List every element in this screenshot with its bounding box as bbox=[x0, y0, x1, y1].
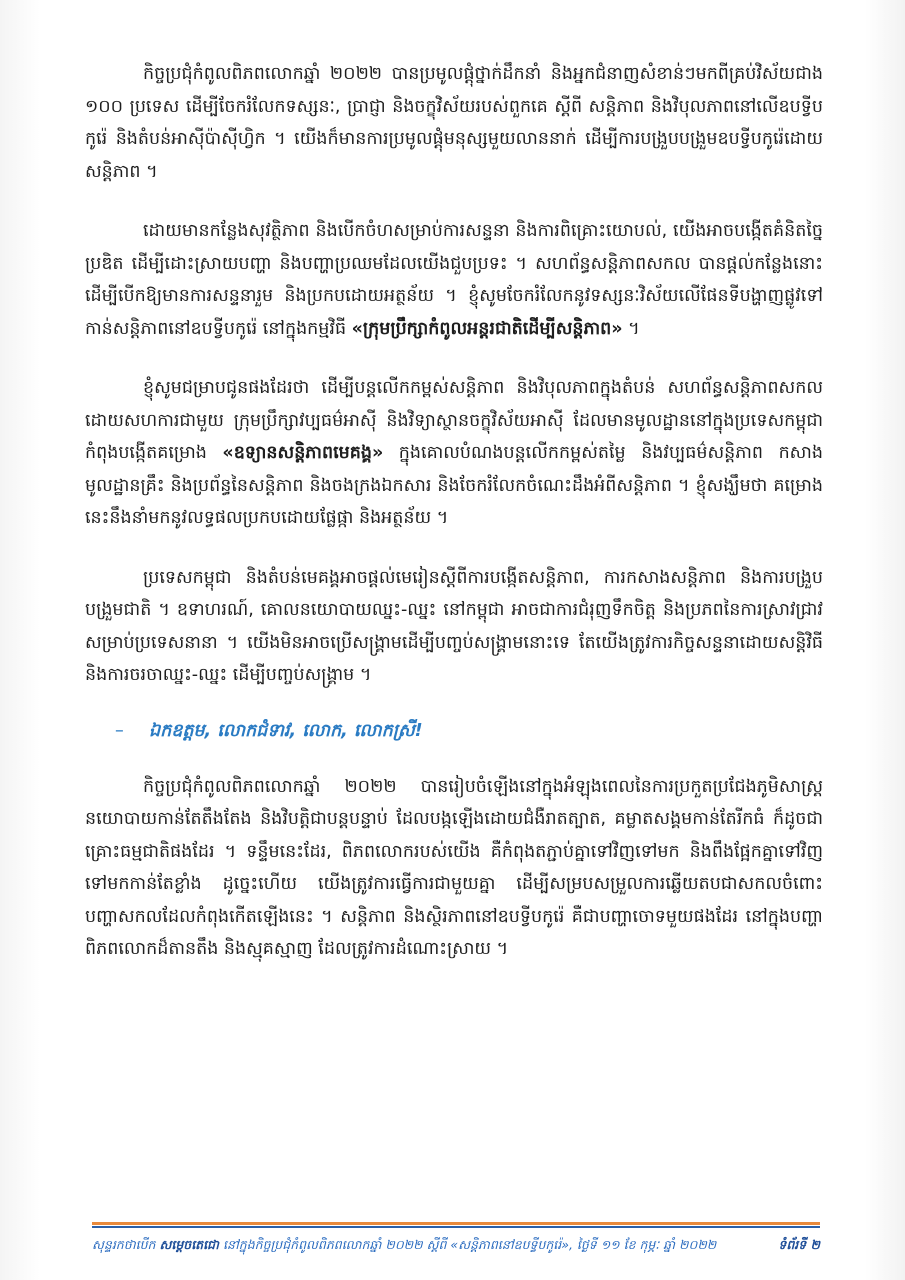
paragraph-text: ប្រទេសកម្ពុជា និងតំបន់មេគង្គអាចផ្តល់មេរៀនស្តីពីការបង្កើតសន្តិភាព, ការកសាងសន្តិភាព និងការបង្រួបបង្រួមជាតិ ។ ឧទាហរណ៍, គោលនយោបាយឈ្នះ-ឈ្នះ នៅកម្ពុជា អាចជាការជំរុញទឹកចិត្ត និងប្រភពនៃការស្រាវជ្រាវសម្រាប់ប្រទេសនានា ។ យើងមិនអាចប្រើសង្គ្រាមដើម្បីបញ្ចប់សង្គ្រាមនោះទេ តែយើងត្រូវការកិច្ចសន្ទនាដោយសន្តិវិធី និងការចរចាឈ្នះ-ឈ្នះ ដើម្បីបញ្ចប់សង្គ្រាម ។ bbox=[85, 567, 823, 685]
footer-rule-orange bbox=[92, 1222, 820, 1225]
salutation-text: ឯកឧត្តម, លោកជំទាវ, លោក, លោកស្រី! bbox=[149, 720, 423, 741]
paragraph-text: កិច្ចប្រជុំកំពូលពិភពលោកឆ្នាំ ២០២២ បានប្រមូលផ្តុំថ្នាក់ដឹកនាំ និងអ្នកជំនាញសំខាន់ៗមកពីគ្រប់វិស័យជាង ១០០ ប្រទេស ដើម្បីចែករំលែកទស្សនៈ, ប្រាជ្ញា និងចក្ខុវិស័យរបស់ពួកគេ ស្តីពី សន្តិភាព និងវិបុលភាពនៅលើឧបទ្វីបកូរ៉េ និងតំបន់អាស៊ីប៉ាស៊ីហ្វិក ។ យើងក៏មានការប្រមូលផ្តុំមនុស្សមួយលាននាក់ ដើម្បីការបង្រួបបង្រួមឧបទ្វីបកូរ៉េដោយសន្តិភាព ។ bbox=[85, 64, 823, 182]
document-body bbox=[85, 58, 823, 993]
footer-prefix: សុន្ទរកថាបើក bbox=[92, 1237, 160, 1252]
project-name-bold: «ឧទ្យានសន្តិភាពមេគង្គ» bbox=[222, 443, 384, 463]
footer-caption bbox=[92, 1234, 752, 1256]
page-number: ទំព័រទី ២ bbox=[778, 1237, 820, 1252]
footer-suffix: នៅក្នុងកិច្ចប្រជុំកំពូលពិភពលោកឆ្នាំ ២០២២ ស្តីពី «សន្តិភាពនៅឧបទ្វីបកូរ៉េ», ថ្ងៃទី ១១ ខែ កុម្ភៈ ឆ្នាំ ២០២២ bbox=[218, 1237, 717, 1252]
paragraph-text: កិច្ចប្រជុំកំពូលពិភពលោកឆ្នាំ ២០២២ បានរៀបចំឡើងនៅក្នុងអំឡុងពេលនៃការប្រកួតប្រជែងភូមិសាស្ត្រនយោបាយកាន់តែតឹងតែង និងវិបត្តិជាបន្តបន្ទាប់ ដែលបង្កឡើងដោយជំងឺរាតត្បាត, គម្លាតសង្គមកាន់តែរីកធំ ក៏ដូចជាគ្រោះធម្មជាតិផងដែរ ។ ទន្ទឹមនេះដែរ, ពិភពលោករបស់យើង គឺកំពុងតភ្ជាប់គ្នាទៅវិញទៅមក និងពឹងផ្អែកគ្នាទៅវិញទៅមកកាន់តែខ្លាំង ដូច្នេះហើយ យើងត្រូវការធ្វើការជាមួយគ្នា ដើម្បីសម្របសម្រួលការឆ្លើយតបជាសកលចំពោះបញ្ហាសកលដែលកំពុងកើតឡើងនេះ ។ សន្តិភាព និងស្ថិរភាពនៅឧបទ្វីបកូរ៉េ គឺជាបញ្ហាចោទមួយផងដែរ នៅក្នុងបញ្ហាពិភពលោកដ៏តានតឹង និងស្មុគស្មាញ ដែលត្រូវការដំណោះស្រាយ ។ bbox=[85, 776, 823, 959]
paragraph-dialogue bbox=[85, 215, 823, 345]
paragraph-cambodia-lessons bbox=[85, 562, 823, 692]
salutation-line bbox=[115, 715, 823, 747]
paragraph-global-challenges bbox=[85, 771, 823, 966]
footer-bold: សម្តេចតេជោ bbox=[159, 1237, 219, 1252]
paragraph-text: ដោយមានកន្លែងសុវត្ថិភាព និងបើកចំហសម្រាប់ការសន្ទនា និងការពិគ្រោះយោបល់, យើងអាចបង្កើតគំនិតច្នៃប្រឌិត ដើម្បីដោះស្រាយបញ្ហា និងបញ្ហាប្រឈមដែលយើងជួបប្រទះ ។ សហព័ន្ធសន្តិភាពសកល បានផ្តល់កន្លែងនោះ ដើម្បីបើកឱ្យមានការសន្ទនារួម និងប្រកបដោយអត្ថន័យ ។ ខ្ញុំសូមចែករំលែកនូវទស្សនៈវិស័យលើផែនទីបង្ហាញផ្លូវទៅកាន់សន្តិភាពនៅឧបទ្វីបកូរ៉េ នៅក្នុងកម្មវិធី bbox=[85, 221, 823, 339]
paragraph-summit-overview bbox=[85, 58, 823, 188]
paragraph-text-end: ។ bbox=[622, 318, 640, 339]
council-name-bold: «ក្រុមប្រឹក្សាកំពូលអន្តរជាតិដើម្បីសន្តិភាព» bbox=[351, 318, 623, 339]
paragraph-text-end: ក្នុងគោលបំណងបន្តលើកកម្ពស់តម្លៃ និងវប្បធម៌សន្តិភាព កសាងមូលដ្ឋានគ្រឹះ និងប្រព័ន្ធនៃសន្តិភាព និងចងក្រងឯកសារ និងចែករំលែកចំណេះដឹងអំពីសន្តិភាព ។ ខ្ញុំសង្ឃឹមថា គម្រោងនេះនឹងនាំមកនូវលទ្ធផលប្រកបដោយផ្លែផ្កា និងអត្ថន័យ ។ bbox=[85, 443, 824, 528]
page-footer bbox=[92, 1232, 820, 1258]
paragraph-text: ខ្ញុំសូមជម្រាបជូនផងដែរថា ដើម្បីបន្តលើកកម្ពស់សន្តិភាព និងវិបុលភាពក្នុងតំបន់ សហព័ន្ធសន្តិភាពសកល ដោយសហការជាមួយ ក្រុមប្រឹក្សាវប្បធម៌អាស៊ី និងវិទ្យាស្ថានចក្ខុវិស័យអាស៊ី ដែលមានមូលដ្ឋាននៅក្នុងប្រទេសកម្ពុជា កំពុងបង្កើតគម្រោង bbox=[85, 378, 823, 463]
paragraph-mekong-project bbox=[85, 372, 823, 535]
dash-bullet: – bbox=[115, 720, 124, 741]
footer-rule-blue bbox=[92, 1226, 820, 1228]
